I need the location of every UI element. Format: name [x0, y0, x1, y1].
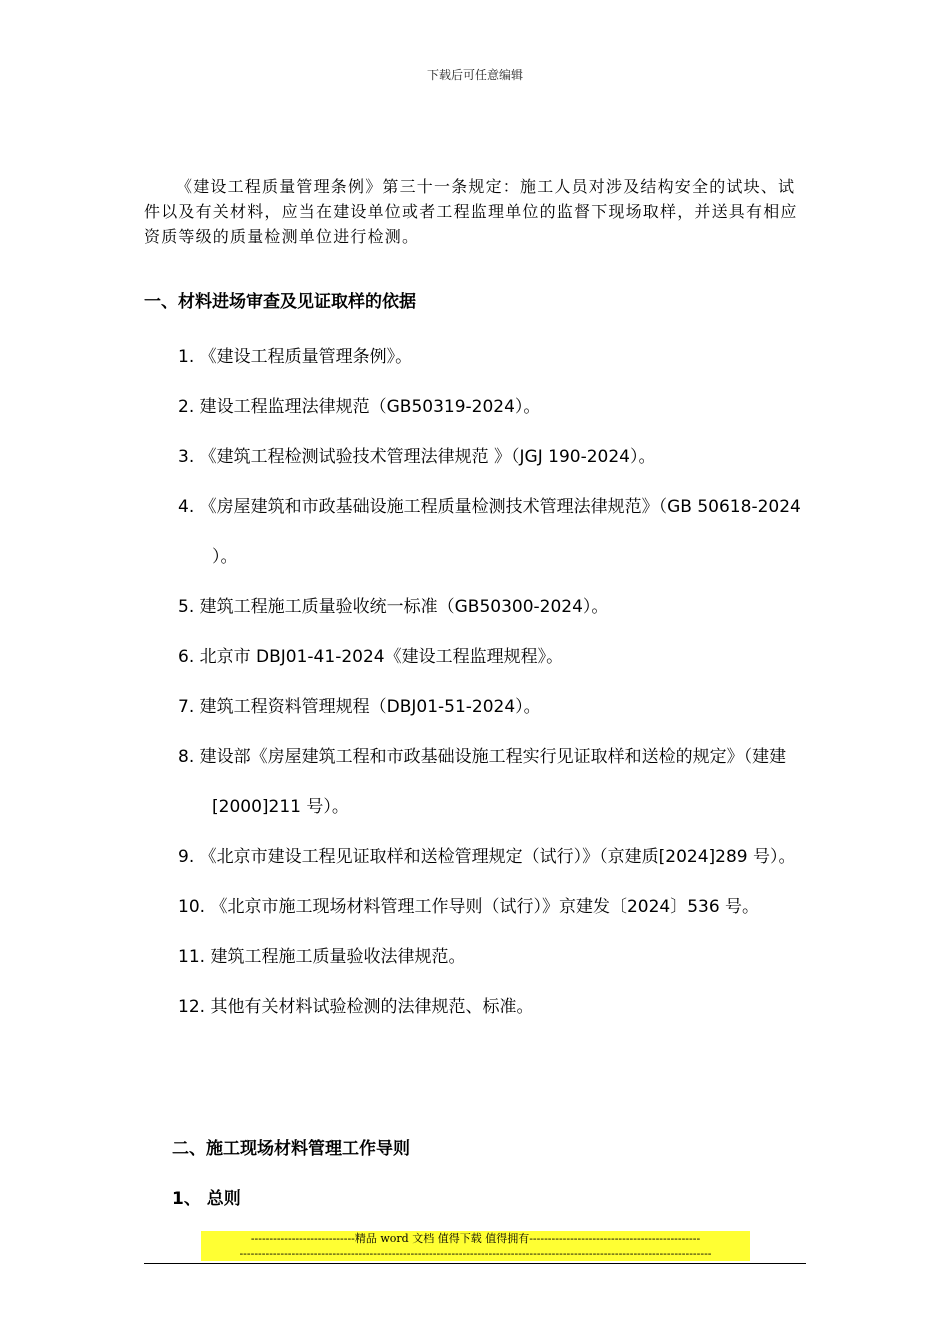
list-item: 11. 建筑工程施工质量验收法律规范。 [178, 947, 466, 967]
list-item: 6. 北京市 DBJ01-41-2024《建设工程监理规程》。 [178, 647, 564, 667]
list-item: 2. 建设工程监理法律规范（GB50319-2024）。 [178, 397, 541, 417]
list-item: 7. 建筑工程资料管理规程（DBJ01-51-2024）。 [178, 697, 541, 717]
list-item: 5. 建筑工程施工质量验收统一标准（GB50300-2024）。 [178, 597, 609, 617]
section-title-basis: 一、材料进场审查及见证取样的依据 [144, 292, 416, 312]
list-item: 10. 《北京市施工现场材料管理工作导则（试行）》京建发〔2024〕536 号。 [178, 897, 760, 917]
footer-banner-line: ----------------------------精品 word 文档 值得下载 值得拥有---------------------------------------------- [250, 1232, 701, 1245]
list-item: 8. 建设部《房屋建筑工程和市政基础设施工程实行见证取样和送检的规定》（建建[2000]211 号）。 [178, 747, 787, 817]
intro-paragraph: 《建设工程质量管理条例》第三十一条规定：施工人员对涉及结构安全的试块、试件以及有关材料，应当在建设单位或者工程监理单位的监督下现场取样，并送具有相应资质等级的质量检测单位进行检测。 [144, 177, 798, 246]
footer-divider [144, 1263, 806, 1264]
list-item: 4. 《房屋建筑和市政基础设施工程质量检测技术管理法律规范》（GB 50618-2024 ）。 [178, 497, 801, 567]
list-item: 1. 《建设工程质量管理条例》。 [178, 347, 413, 367]
footer-banner-line: ------------------------------------------------------------------------------------------------------------------------------- [239, 1247, 712, 1260]
list-item: 12. 其他有关材料试验检测的法律规范、标准。 [178, 997, 534, 1017]
basis-list [178, 332, 808, 1032]
footer-banner [201, 1231, 750, 1261]
page-header: 下载后可任意编辑 [426, 68, 523, 82]
list-item: 3. 《建筑工程检测试验技术管理法律规范 》（JGJ 190-2024）。 [178, 447, 656, 467]
list-item: 9. 《北京市建设工程见证取样和送检管理规定（试行）》（京建质[2024]289 号）。 [178, 847, 796, 867]
subsection-title-general: 1、 总则 [172, 1189, 241, 1209]
section-title-guidelines: 二、施工现场材料管理工作导则 [172, 1139, 410, 1159]
